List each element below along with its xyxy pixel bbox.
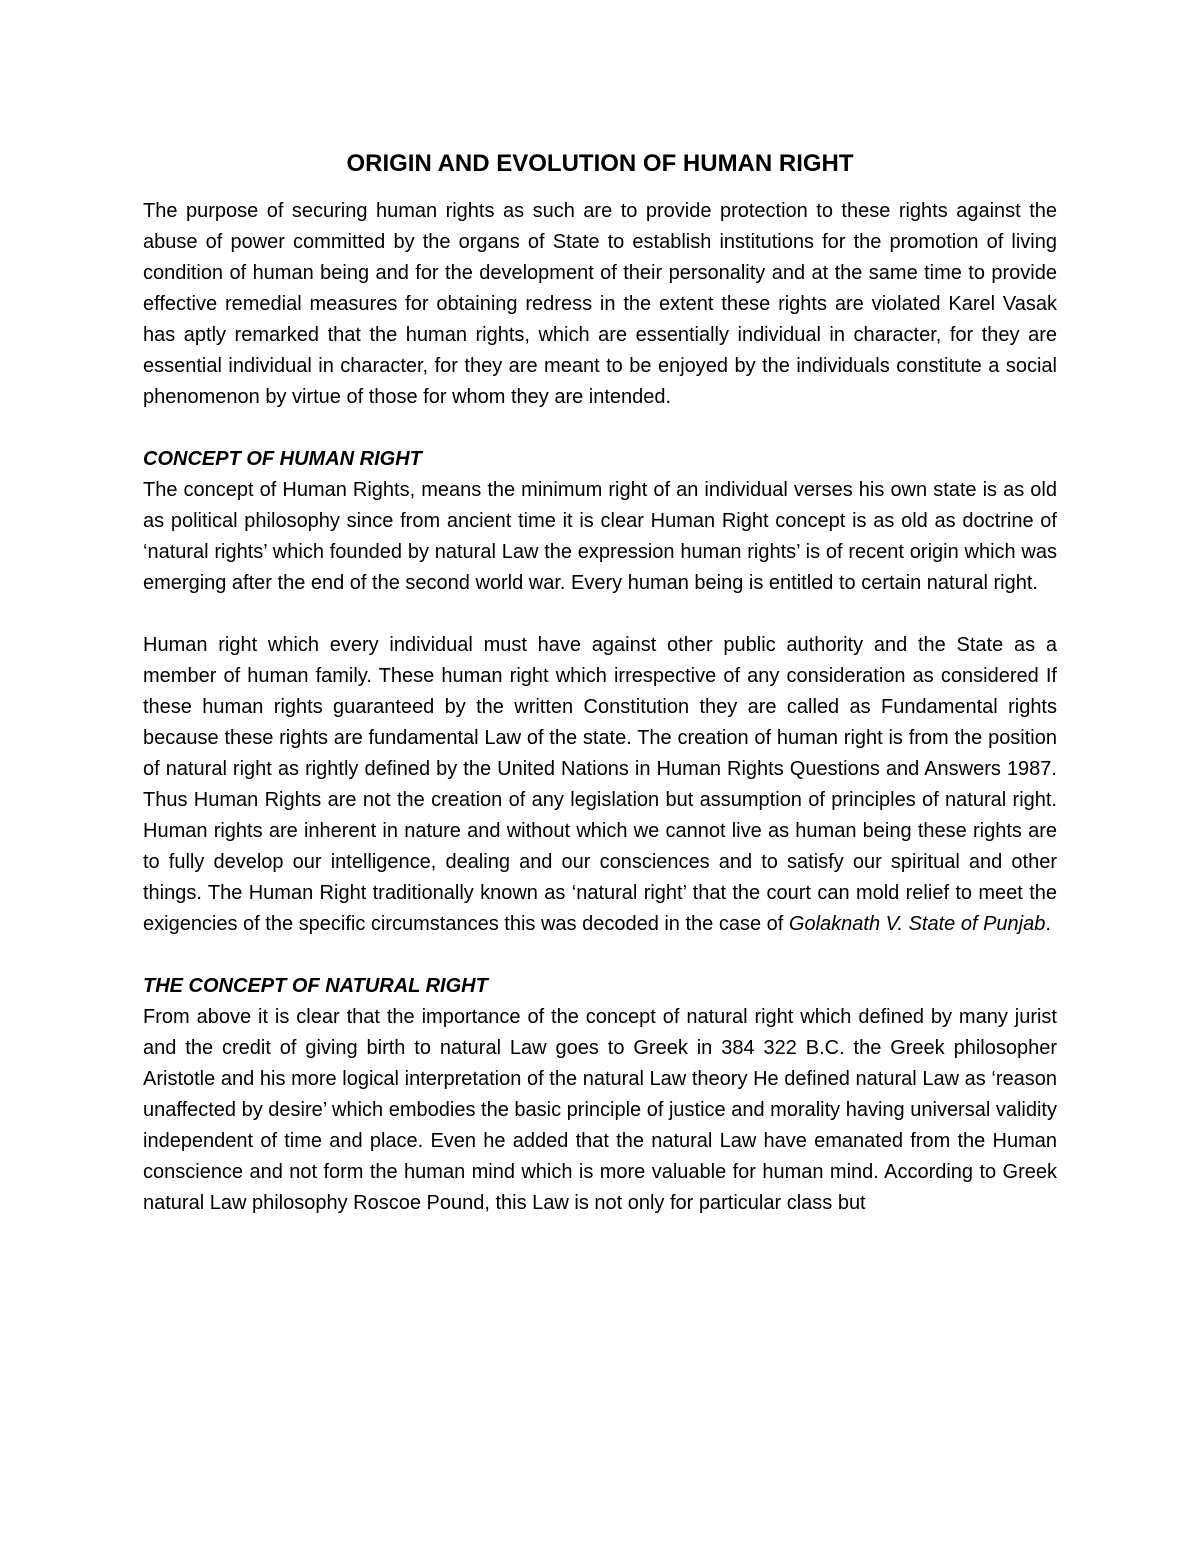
paragraph-spacer [143,413,1057,444]
paragraph-spacer [143,940,1057,971]
paragraph-spacer [143,599,1057,630]
document-body [143,146,1057,1219]
document-title: ORIGIN AND EVOLUTION OF HUMAN RIGHT [346,150,854,177]
section-heading-concept-of-natural-right: THE CONCEPT OF NATURAL RIGHT [143,975,488,997]
case-citation: Golaknath V. State of Punjab [788,913,1046,935]
natural-right-paragraph-1: From above it is clear that the importance of the concept of natural right which defined by many jurist and the credit of giving birth to natural Law goes to Greek in 384 322 B.C. the Greek philosopher Aristotle and his more logical interpretation of the natural Law theory He defined natural Law as ‘reason unaffected by desire’ which embodies the basic principle of justice and morality having universal validity independent of time and place. Even he added that the natural Law have emanated from the Human conscience and not form the human mind which is more valuable for human mind. According to Greek natural Law philosophy Roscoe Pound, this Law is not only for particular class but [143,1006,1057,1214]
concept-paragraph-2-end: . [1045,913,1051,935]
concept-paragraph-2-text: Human right which every individual must have against other public authority and the State as a member of human family. These human right which irrespective of any consideration as considered If these human rights guaranteed by the written Constitution they are called as Fundamental rights because these rights are fundamental Law of the state. The creation of human right is from the position of natural right as rightly defined by the United Nations in Human Rights Questions and Answers 1987. Thus Human Rights are not the creation of any legislation but assumption of principles of natural right. Human rights are inherent in nature and without which we cannot live as human being these rights are to fully develop our intelligence, dealing and our consciences and to satisfy our spiritual and other things. The Human Right traditionally known as ‘natural right’ that the court can mold relief to meet the exigencies of the specific circumstances this was decoded in the case of [143,634,1057,935]
concept-paragraph-2 [143,630,1057,940]
section-heading-concept-of-human-right: CONCEPT OF HUMAN RIGHT [143,448,422,470]
intro-paragraph: The purpose of securing human rights as such are to provide protection to these rights against the abuse of power committed by the organs of State to establish institutions for the promotion of living condition of human being and for the development of their personality and at the same time to provide effective remedial measures for obtaining redress in the extent these rights are violated Karel Vasak has aptly remarked that the human rights, which are essentially individual in character, for they are essential individual in character, for they are meant to be enjoyed by the individuals constitute a social phenomenon by virtue of those for whom they are intended. [143,200,1057,408]
concept-paragraph-1: The concept of Human Rights, means the minimum right of an individual verses his own state is as old as political philosophy since from ancient time it is clear Human Right concept is as old as doctrine of ‘natural rights’ which founded by natural Law the expression human rights’ is of recent origin which was emerging after the end of the second world war. Every human being is entitled to certain natural right. [143,479,1057,594]
